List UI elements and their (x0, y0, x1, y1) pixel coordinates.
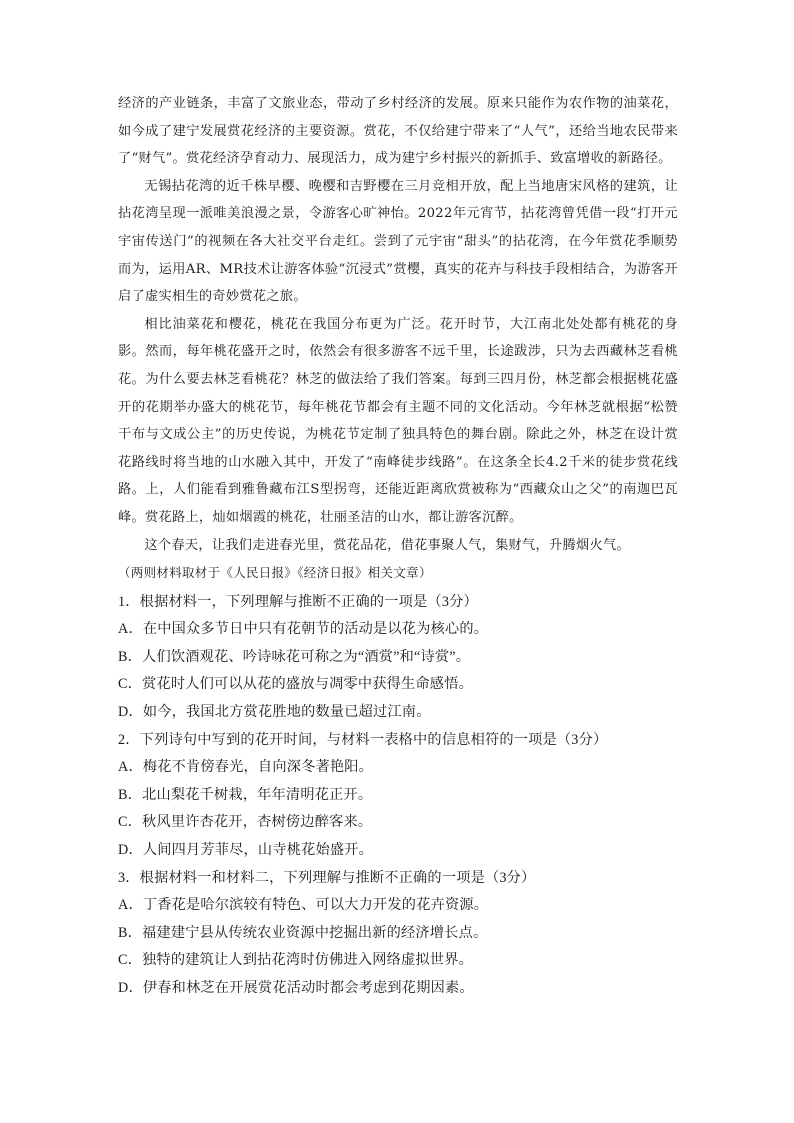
answer-option-d: D．伊春和林芝在开展赏花活动时都会考虑到花期因素。 (118, 980, 474, 996)
answer-option-c: C．秋风里许杏花开，杏树傍边醉客来。 (118, 814, 373, 831)
passage-paragraph-2: 无锡拈花湾的近千株早樱、晚樱和吉野樱在三月竞相开放，配上当地唐宋风格的建筑，让拈花湾呈现一派唯美浪漫之景，令游客心旷神怡。2022年元宵节，拈花湾曾凭借一段“打开元宇宙传送门”的视频在各大社交平台走红。尝到了元宇宙“甜头”的拈花湾，在今年赏花季顺势而为，运用AR、MR技术让游客体验“沉浸式”赏樱，真实的花卉与科技手段相结合，为游客开启了虚实相生的奇妙赏花之旅。 (118, 178, 678, 305)
answer-option-d: D．人间四月芳菲尽，山寺桃花始盛开。 (118, 842, 374, 859)
question-3 (118, 865, 678, 1003)
passage-paragraph-4: 这个春天，让我们走进春光里，赏花品花，借花事聚人气，集财气，升腾烟火气。 (144, 537, 630, 553)
passage-paragraph-1: 经济的产业链条，丰富了文旅业态，带动了乡村经济的发展。原来只能作为农作物的油菜花，如今成了建宁发展赏花经济的主要资源。赏花，不仅给建宁带来了“人气”，还给当地农民带来了“财气”。赏花经济孕育动力、展现活力，成为建宁乡村振兴的新抓手、致富增收的新路径。 (118, 96, 678, 167)
question-2 (118, 727, 678, 865)
passage-paragraph-3: 相比油菜花和樱花，桃花在我国分布更为广泛。花开时节，大江南北处处都有桃花的身影。然而，每年桃花盛开之时，依然会有很多游客不远千里，长途跋涉，只为去西藏林芝看桃花。为什么要去林芝看桃花？林芝的做法给了我们答案。每到三四月份，林芝都会根据桃花盛开的花期举办盛大的桃花节，每年桃花节都会有主题不同的文化活动。今年林芝就根据“松赞干布与文成公主”的历史传说，为桃花节定制了独具特色的舞台剧。除此之外，林芝在设计赏花路线时将当地的山水融入其中，开发了“南峰徒步线路”。在这条全长4.2千米的徒步赏花线路。上，人们能看到雅鲁藏布江S型拐弯，还能近距离欣赏被称为“西藏众山之父”的南迦巴瓦峰。赏花路上，灿如烟霞的桃花，壮丽圣洁的山水，都让游客沉醉。 (118, 316, 678, 525)
answer-option-b: B．福建建宁县从传统农业资源中挖掘出新的经济增长点。 (118, 924, 488, 941)
answer-option-b: B．北山梨花千树栽，年年清明花正开。 (118, 786, 373, 803)
question-stem: 2．下列诗句中写到的花开时间，与材料一表格中的信息相符的一项是（3分） (118, 731, 608, 748)
question-1 (118, 589, 678, 727)
reading-passage (118, 90, 678, 587)
answer-option-a: A．丁香花是哈尔滨较有特色、可以大力开发的花卉资源。 (118, 897, 489, 914)
answer-option-a: A．梅花不肯傍春光，自向深冬著艳阳。 (118, 759, 374, 776)
answer-option-b: B．人们饮酒观花、吟诗咏花可称之为“酒赏”和“诗赏”。 (118, 648, 471, 665)
answer-option-c: C．独特的建筑让人到拈花湾时仿佛进入网络虚拟世界。 (118, 952, 473, 969)
document-page (118, 90, 678, 1003)
answer-option-d: D．如今，我国北方赏花胜地的数量已超过江南。 (118, 704, 431, 721)
question-list (118, 589, 678, 1003)
passage-source-note: （两则材料取材于《人民日报》《经济日报》相关文章） (118, 565, 432, 581)
question-stem: 3．根据材料一和材料二，下列理解与推断不正确的一项是（3分） (118, 869, 536, 886)
answer-option-a: A．在中国众多节日中只有花朝节的活动是以花为核心的。 (118, 621, 489, 638)
question-stem: 1．根据材料一，下列理解与推断不正确的一项是（3分） (118, 593, 478, 610)
answer-option-c: C．赏花时人们可以从花的盛放与凋零中获得生命感悟。 (118, 676, 473, 693)
